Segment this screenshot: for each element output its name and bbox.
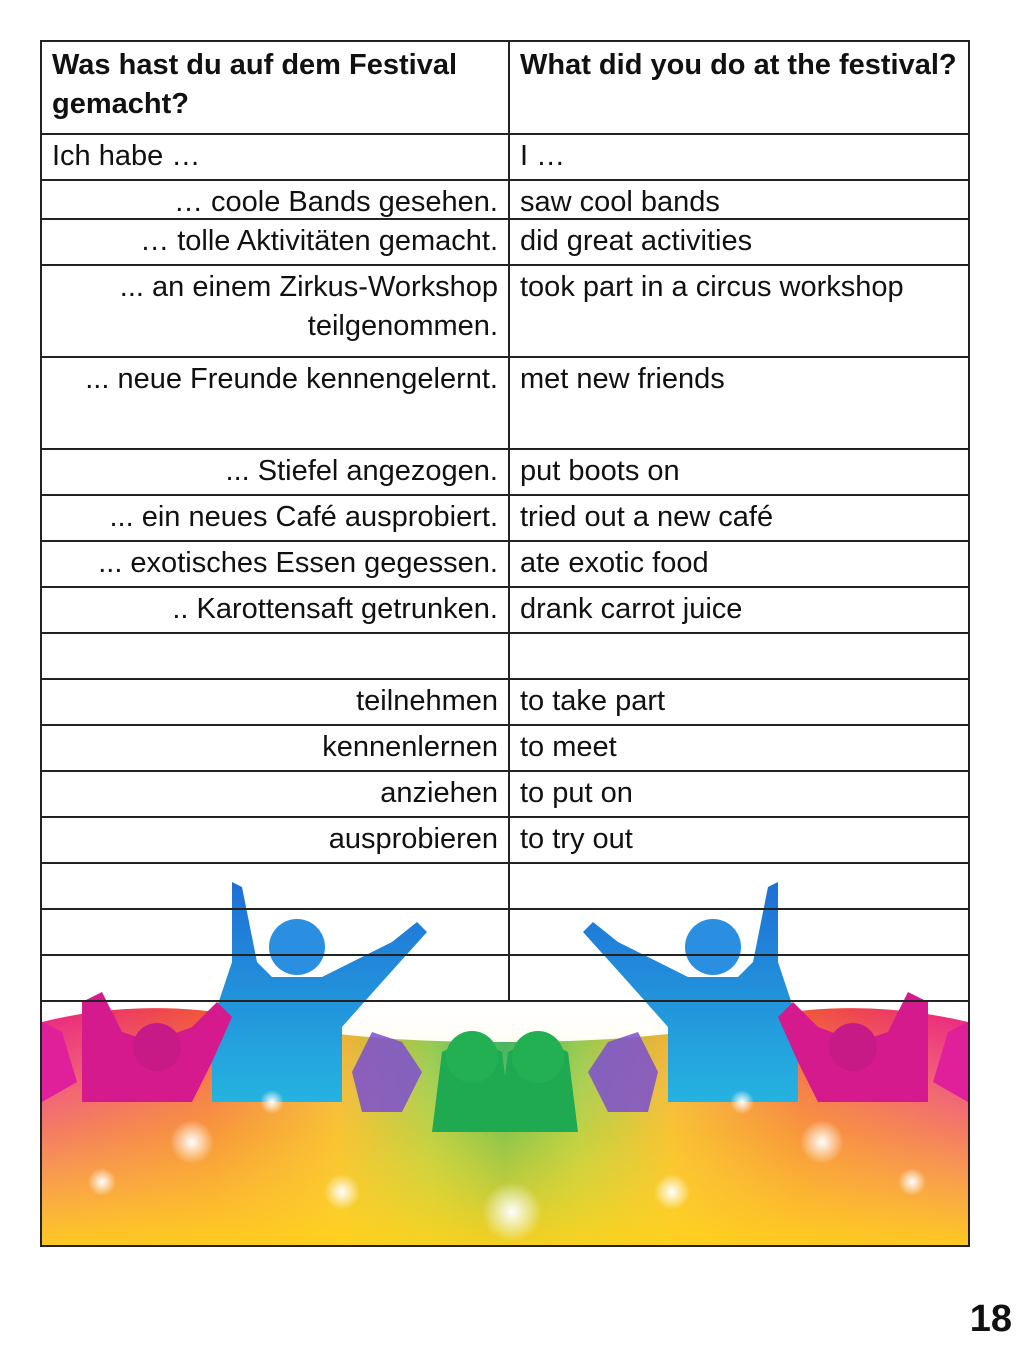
english-phrase (510, 864, 968, 908)
german-verb: teilnehmen (42, 680, 510, 724)
table-row (42, 956, 968, 1002)
german-phrase: … tolle Aktivitäten gemacht. (42, 220, 510, 264)
header-german: Was hast du auf dem Festival gemacht? (42, 42, 510, 133)
german-phrase: ... an einem Zirkus-Workshop teilgenommen. (42, 266, 510, 356)
english-phrase: put boots on (520, 455, 680, 487)
table-row (42, 358, 968, 450)
table-row (42, 864, 968, 910)
german-phrase (42, 956, 510, 1000)
english-phrase: met new friends (520, 363, 725, 395)
english-phrase (510, 634, 968, 678)
table-row (42, 542, 968, 588)
header-english: What did you do at the festival? (520, 49, 957, 81)
table-row (42, 772, 968, 818)
vocabulary-table (40, 40, 970, 1247)
german-verb: ausprobieren (42, 818, 510, 862)
english-phrase: did great activities (520, 225, 753, 257)
table-row (42, 135, 968, 181)
table-row (42, 818, 968, 864)
german-phrase (42, 864, 510, 908)
english-phrase (510, 910, 968, 954)
table-rows (42, 42, 968, 1002)
english-verb: to put on (520, 777, 633, 809)
english-phrase: ate exotic food (520, 547, 709, 579)
german-phrase: ... Stiefel angezogen. (42, 450, 510, 494)
english-phrase: I … (520, 140, 566, 172)
german-phrase: ... ein neues Café ausprobiert. (42, 496, 510, 540)
table-row (42, 266, 968, 358)
english-phrase: tried out a new café (520, 501, 774, 533)
english-phrase: took part in a circus workshop (520, 271, 904, 303)
german-phrase: ... neue Freunde kennengelernt. (42, 358, 510, 448)
table-row (42, 588, 968, 634)
table-row (42, 726, 968, 772)
german-phrase: ... exotisches Essen gegessen. (42, 542, 510, 586)
table-row (42, 634, 968, 680)
german-phrase: .. Karottensaft getrunken. (42, 588, 510, 632)
english-phrase (510, 956, 968, 1000)
table-header-row (42, 42, 968, 135)
german-verb: anziehen (42, 772, 510, 816)
german-phrase: … coole Bands gesehen. (42, 181, 510, 218)
english-phrase: drank carrot juice (520, 593, 743, 625)
german-phrase (42, 910, 510, 954)
table-row (42, 910, 968, 956)
english-verb: to take part (520, 685, 666, 717)
table-row (42, 680, 968, 726)
german-phrase: Ich habe … (42, 135, 510, 179)
table-row (42, 450, 968, 496)
table-row (42, 496, 968, 542)
german-verb: kennenlernen (42, 726, 510, 770)
english-verb: to meet (520, 731, 617, 763)
table-row (42, 181, 968, 220)
table-row (42, 220, 968, 266)
english-verb: to try out (520, 823, 633, 855)
page-number: 18 (969, 1298, 1012, 1340)
german-phrase (42, 634, 510, 678)
english-phrase: saw cool bands (520, 186, 720, 218)
